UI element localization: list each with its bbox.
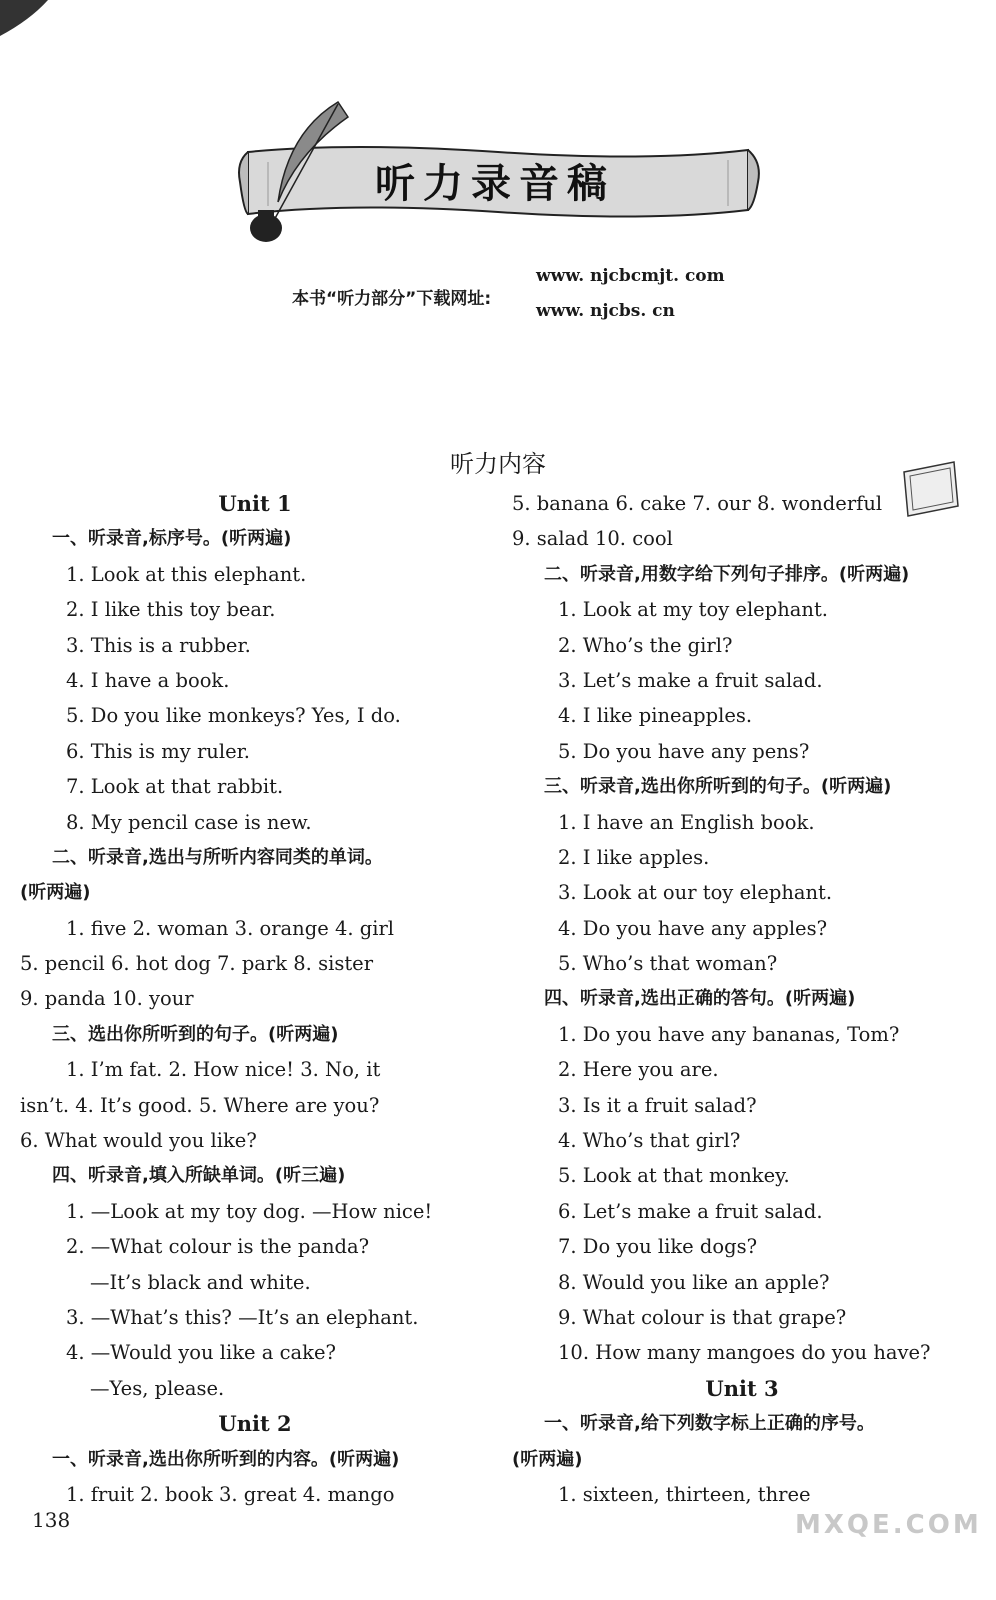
unit-heading: Unit 2 — [218, 1411, 292, 1437]
text-line: 9. What colour is that grape? — [558, 1305, 847, 1329]
text-line: 4. I like pineapples. — [558, 704, 753, 728]
text-line: 1. I have an English book. — [558, 810, 815, 834]
text-line: 2. Who’s the girl? — [558, 633, 733, 657]
text-line: 1. Do you have any bananas, Tom? — [558, 1022, 900, 1046]
text-line: 9. panda 10. your — [20, 987, 194, 1011]
text-line: —It’s black and white. — [90, 1270, 311, 1294]
unit-heading: Unit 3 — [705, 1375, 779, 1401]
text-line: 2. —What colour is the panda? — [66, 1235, 370, 1259]
left-column — [20, 486, 490, 1512]
corner-decoration — [0, 0, 60, 38]
text-line: 1. Look at this elephant. — [66, 562, 307, 586]
text-line: 8. Would you like an apple? — [558, 1270, 830, 1294]
text-line: 3. Let’s make a fruit salad. — [558, 668, 823, 692]
instruction-line: 二、听录音,用数字给下列句子排序。(听两遍) — [544, 563, 910, 585]
instruction-line: 一、听录音,给下列数字标上正确的序号。 — [544, 1413, 875, 1435]
text-line: 6. This is my ruler. — [66, 739, 250, 763]
text-line: 1. —Look at my toy dog. —How nice! — [66, 1199, 433, 1223]
instruction-line: 四、听录音,填入所缺单词。(听三遍) — [52, 1165, 346, 1187]
text-line: 2. I like apples. — [558, 845, 710, 869]
page-title: 听力录音稿 — [375, 161, 615, 207]
instruction-line: 一、听录音,标序号。(听两遍) — [52, 528, 292, 550]
text-line: 1. I’m fat. 2. How nice! 3. No, it — [66, 1058, 381, 1082]
text-line: —Yes, please. — [90, 1376, 225, 1400]
text-line: 3. Is it a fruit salad? — [558, 1093, 757, 1117]
text-line: 1. Look at my toy elephant. — [558, 598, 828, 622]
text-line: isn’t. 4. It’s good. 5. Where are you? — [20, 1093, 380, 1117]
stamp-icon — [896, 458, 962, 520]
text-line: 2. I like this toy bear. — [66, 598, 276, 622]
right-column — [512, 486, 972, 1512]
download-url-2[interactable]: www. njcbs. cn — [536, 301, 675, 321]
text-line: 5. Do you like monkeys? Yes, I do. — [66, 704, 401, 728]
text-line: 1. five 2. woman 3. orange 4. girl — [66, 916, 395, 940]
instruction-line: 一、听录音,选出你所听到的内容。(听两遍) — [52, 1448, 400, 1470]
text-line: 5. Look at that monkey. — [558, 1164, 790, 1188]
text-line: 4. I have a book. — [66, 668, 230, 692]
page-number: 138 — [32, 1508, 71, 1532]
text-line: 3. Look at our toy elephant. — [558, 881, 833, 905]
download-label: 本书“听力部分”下载网址: — [292, 289, 492, 309]
instruction-line: (听两遍) — [512, 1448, 583, 1470]
text-line: 6. What would you like? — [20, 1129, 257, 1153]
text-line: 5. Who’s that woman? — [558, 952, 778, 976]
text-line: 10. How many mangoes do you have? — [558, 1341, 931, 1365]
watermark: MXQE.COM — [795, 1510, 982, 1540]
text-line: 1. sixteen, thirteen, three — [558, 1482, 811, 1506]
text-line: 5. banana 6. cake 7. our 8. wonderful — [512, 492, 883, 515]
section-title: 听力内容 — [450, 450, 546, 478]
text-line: 3. —What’s this? —It’s an elephant. — [66, 1305, 419, 1329]
instruction-line: 二、听录音,选出与所听内容同类的单词。 — [52, 846, 383, 868]
text-line: 4. Do you have any apples? — [558, 916, 828, 940]
instruction-line: (听两遍) — [20, 882, 91, 904]
download-url-1[interactable]: www. njcbcmjt. com — [536, 266, 725, 286]
text-line: 7. Look at that rabbit. — [66, 775, 284, 799]
text-line: 4. Who’s that girl? — [558, 1129, 741, 1153]
instruction-line: 四、听录音,选出正确的答句。(听两遍) — [544, 988, 856, 1010]
text-line: 7. Do you like dogs? — [558, 1235, 758, 1259]
instruction-line: 三、听录音,选出你所听到的句子。(听两遍) — [544, 776, 892, 798]
unit-heading: Unit 1 — [218, 491, 292, 516]
text-line: 4. —Would you like a cake? — [66, 1341, 336, 1365]
text-line: 5. pencil 6. hot dog 7. park 8. sister — [20, 952, 374, 976]
text-line: 9. salad 10. cool — [512, 527, 673, 551]
text-line: 8. My pencil case is new. — [66, 810, 312, 834]
text-line: 3. This is a rubber. — [66, 633, 251, 657]
text-line: 5. Do you have any pens? — [558, 739, 810, 763]
text-line: 2. Here you are. — [558, 1058, 719, 1082]
text-line: 1. fruit 2. book 3. great 4. mango — [66, 1482, 395, 1506]
instruction-line: 三、选出你所听到的句子。(听两遍) — [52, 1023, 339, 1045]
text-line: 6. Let’s make a fruit salad. — [558, 1199, 823, 1223]
